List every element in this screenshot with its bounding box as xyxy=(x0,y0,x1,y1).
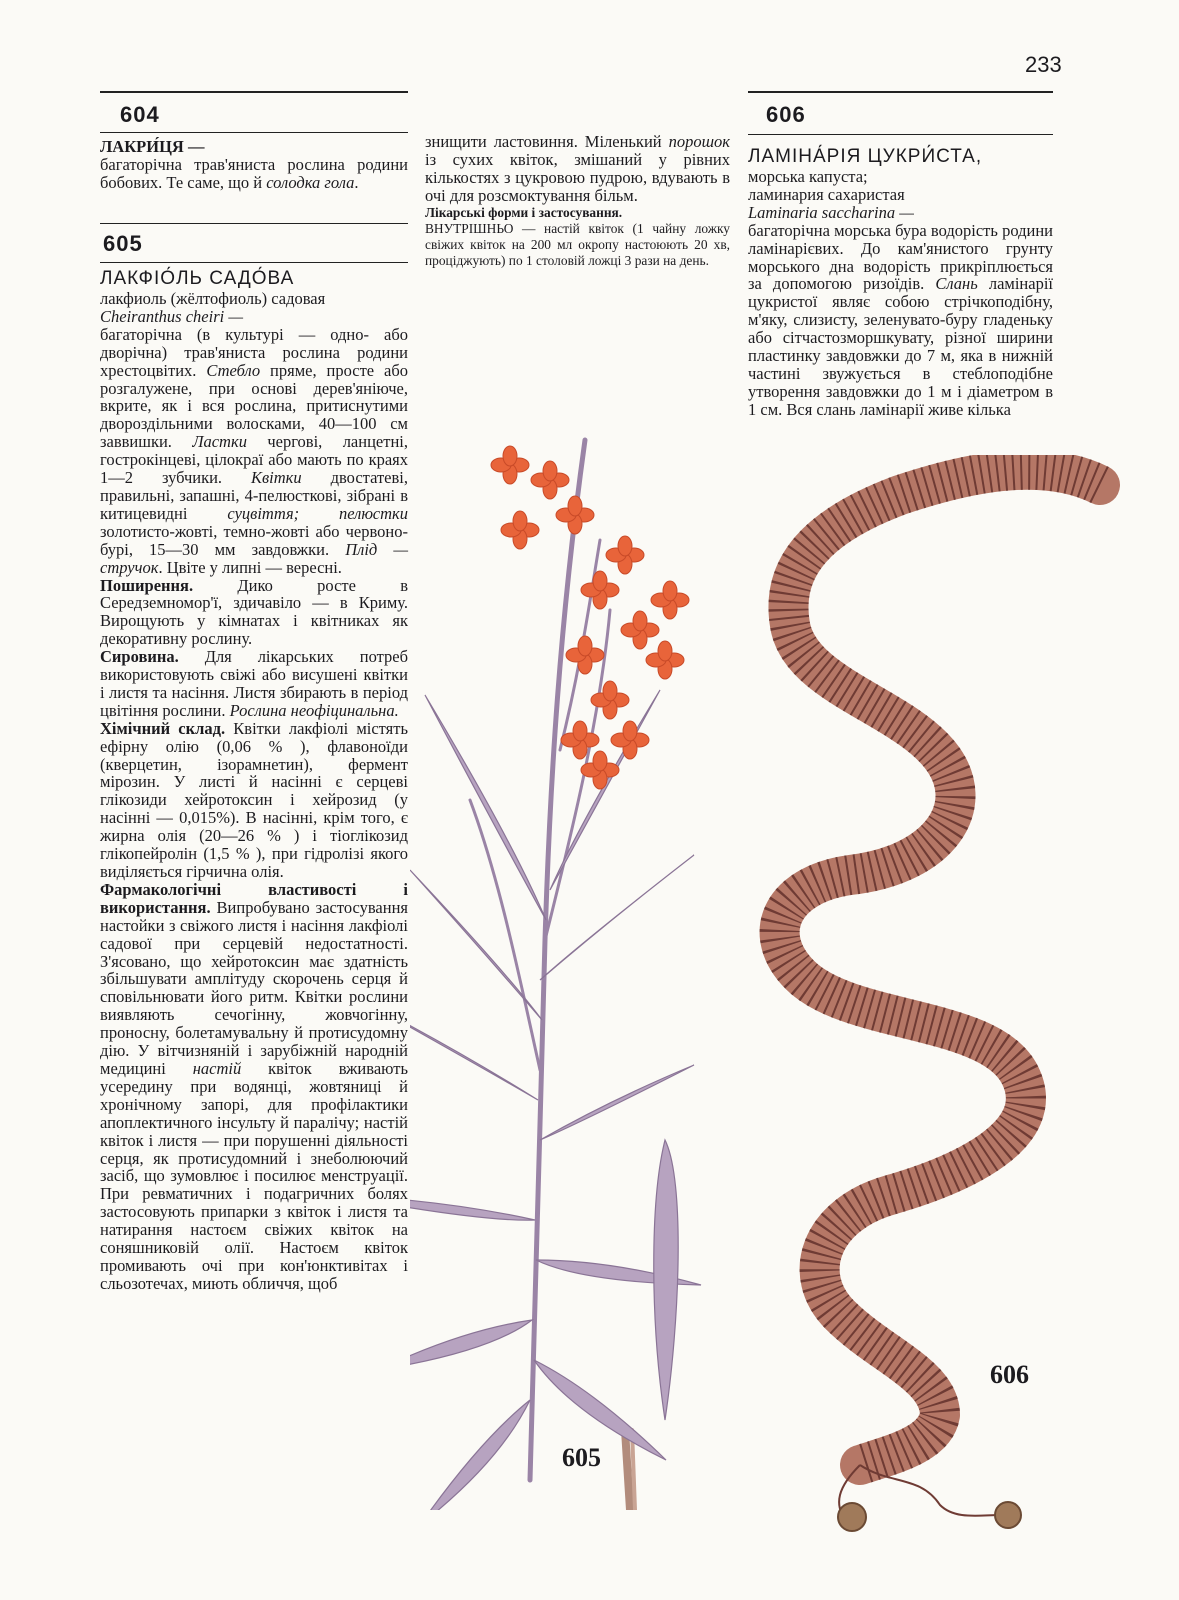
figure-label-605: 605 xyxy=(562,1443,601,1472)
entry-604-definition: багаторічна трав'яниста рослина родини бобових. Те саме, що й xyxy=(100,154,408,192)
entry-604-crossref: солодка гола xyxy=(266,172,355,192)
page-number: 233 xyxy=(1025,52,1062,77)
headword-604: ЛАКРИ́ЦЯ — xyxy=(100,137,205,156)
section-paragraph xyxy=(100,720,408,881)
text-run: багаторічна морська бура водорість родини ламінарієвих. До кам'янистого грунту морського дна водорість прикріплюється за допомогою ризоїдів. xyxy=(748,220,1053,294)
text-run: Слань xyxy=(935,274,978,294)
text-run: знищити ластовиння. Міленький xyxy=(425,132,669,151)
leaf xyxy=(410,870,542,1020)
entry-rule-605 xyxy=(100,262,408,263)
leaf xyxy=(425,695,546,920)
text-run: порошок xyxy=(668,132,730,151)
text-run: Плід — стручок xyxy=(100,539,408,577)
leaf xyxy=(420,1400,530,1510)
flower xyxy=(611,721,649,759)
text-run: золотисто-жовті, темно-жовті або червоно-бурі, 15—30 мм завдовжки. xyxy=(100,521,408,559)
continuation-text xyxy=(425,133,730,205)
leaf xyxy=(410,1195,535,1220)
text-run: чергові, ланцетні, гострокінцеві, цілокраї або мають по краях 1—2 зубчики. xyxy=(100,432,408,488)
entry-number-606: 606 xyxy=(766,102,806,127)
entry-605-latin: Cheiranthus cheiri — xyxy=(100,306,243,326)
flower xyxy=(501,511,539,549)
entry-605-description xyxy=(100,326,408,577)
entry-604-end: . xyxy=(354,172,359,192)
text-run: ламінарії цукристої являє собою стрічкоподібну, м'яку, слизисту, зеленувато-буру гладеньку або сітчастозморшкувату, різної ширини пластинку завдовжки до 7 м, яка в нижній частині звужується в стеблоподібне утворення завдовжки до 1 м і діаметром в 1 см. Вся слань ламінарії живе кілька xyxy=(748,274,1053,419)
text-run: суцвіття; пелюстки xyxy=(227,503,408,523)
separator-rule-605 xyxy=(100,223,408,224)
entry-number-605: 605 xyxy=(103,231,143,256)
section-heading: Сировина. xyxy=(100,647,179,667)
text-run: багаторічна (в культурі — одно- або дворічна) трав'яниста рослина родини хрестоцвітих. xyxy=(100,324,408,380)
figure-label-606: 606 xyxy=(990,1360,1029,1389)
text-run: двостатеві, правильні, запашні, 4-пелюсткові, зібрані в китицевидні xyxy=(100,468,408,523)
text-run: квіток вживають усередину при водянці, жовтяниці й хронічному запорі, для профілактики апоплектичного інсульту й паралічу; настій квіток і листя — при порушенні діяльності серця, як протисудомний і знеболюючий засіб, що зумовлює і посилює менструації. При ревматичних і подагричних болях застосовують припарки з квіток і листя та натирання настоєм свіжих квіток на соняшниковій олії. Настоєм квіток промивають очі при кон'юнктивітах і сльозотечах, миють обличчя, щоб xyxy=(100,1058,408,1293)
entry-606-text xyxy=(748,146,1053,419)
wallflower-illustration xyxy=(410,420,730,1510)
entry-604-text xyxy=(100,138,408,192)
forms-heading: Лікарські форми і застосування. xyxy=(425,204,623,220)
text-run: Ластки xyxy=(192,432,247,452)
entry-605-text xyxy=(100,268,408,1293)
text-run: Квітки лакфіолі містять ефірну олію (0,06 % ), флавоноїди (кверцетин, ізорамнетин), фермент мірозин. У листі й насінні є серцеві глікозиди хейротоксин і хейрозид (у насінні — 0,015%). В насінні, крім того, є жирна олія (20—26 % ) і тіоглікозид глікопейролін (1,5 % ), при гідролізі якого виділяється гірчична олія. xyxy=(100,718,408,881)
header-rule-left xyxy=(100,91,408,93)
entry-606-title: ЛАМІНА́РІЯ ЦУКРИ́СТА, xyxy=(748,146,983,167)
flower xyxy=(646,641,684,679)
leaf xyxy=(410,1320,532,1370)
section-heading: Хімічний склад. xyxy=(100,718,226,738)
section-paragraph xyxy=(100,577,408,649)
text-run: Випробувано застосування настойки з свіжого листя і насіння лакфіолі садової при серцевій недостатності. З'ясовано, що хейротоксин має здатність збільшувати амплітуду скорочень серця й сповільнювати його ритм. Квітки рослини виявляють сечогінну, жовчогінну, проносну, болетамувальну й протисудомну дію. У вітчизняній і зарубіжній народній медицині xyxy=(100,897,408,1078)
text-run: із сухих квіток, змішаний у рівних кількостях з цукровою пудрою, вдувають в очі для розсмоктування більм. xyxy=(425,149,730,205)
flower xyxy=(491,446,529,484)
section-paragraph xyxy=(100,881,408,1293)
flower xyxy=(531,461,569,499)
flower xyxy=(606,536,644,574)
entry-rule-606 xyxy=(748,134,1053,135)
entry-606-description xyxy=(748,222,1053,419)
text-run: Квітки xyxy=(251,468,302,488)
kelp-illustration xyxy=(740,455,1120,1535)
leaf xyxy=(540,1065,694,1140)
section-paragraph xyxy=(100,648,408,720)
header-rule-right xyxy=(748,91,1053,93)
entry-606-russian: ламинария сахаристая xyxy=(748,184,905,204)
section-heading: Фармакологічні властивості і використання. xyxy=(100,879,408,917)
text-run: Рослина неофіцинальна. xyxy=(229,700,399,720)
entry-605-continuation xyxy=(425,133,730,269)
holdfast-left xyxy=(838,1503,866,1531)
section-heading: Поширення. xyxy=(100,575,194,595)
forms-text: ВНУТРІШНЬО — настій квіток (1 чайну ложку свіжих квіток на 200 мл окропу настоюють 20 хв, проціджують) по 1 столовій ложці 3 рази на день. xyxy=(425,220,730,268)
leaf xyxy=(410,1000,538,1100)
text-run: Для лікарських потреб використовують свіжі або висушені квітки і листя та насіння. Листя збирають в період цвітіння рослини. xyxy=(100,647,408,720)
text-run: . Цвіте у липні — вересні. xyxy=(158,557,342,577)
text-run: Стебло xyxy=(206,360,261,380)
flower xyxy=(651,581,689,619)
flower xyxy=(581,571,619,609)
flower xyxy=(621,611,659,649)
entry-606-synonym: морська капуста; xyxy=(748,167,868,186)
entry-605-sections xyxy=(100,577,408,1293)
entry-606-latin: Laminaria saccharina — xyxy=(748,202,914,222)
entry-rule-604 xyxy=(100,132,408,133)
text-run: пряме, просте або розгалужене, при основі дерев'яніюче, вкрите, як і вся рослина, притиснутими двороздільними волосками, 40—100 см заввишки. xyxy=(100,360,408,452)
leaf xyxy=(540,855,694,980)
holdfast-right xyxy=(995,1502,1021,1528)
flower xyxy=(556,496,594,534)
entry-605-russian: лакфиоль (жёлтофиоль) садовая xyxy=(100,289,326,308)
entry-number-604: 604 xyxy=(120,102,160,127)
text-run: Дико росте в Середземномор'ї, здичавіло — в Криму. Вирощують у кімнатах і квітниках як декоративну рослину. xyxy=(100,575,408,649)
entry-605-title: ЛАКФІО́ЛЬ САДО́ВА xyxy=(100,268,295,289)
text-run: настій xyxy=(192,1058,242,1078)
flower xyxy=(566,636,604,674)
